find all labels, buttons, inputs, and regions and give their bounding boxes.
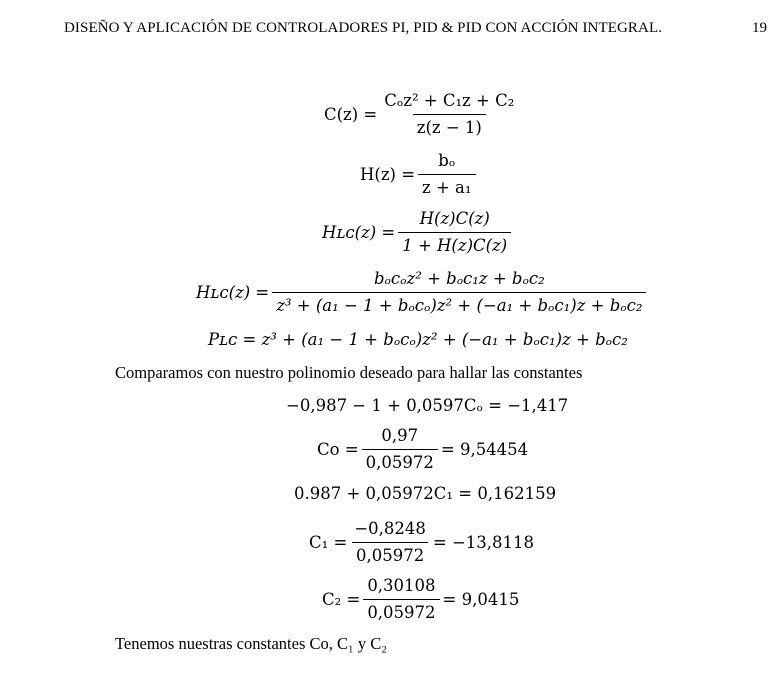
equation-co-lhs: Co =: [317, 440, 359, 459]
equation-hlc-expanded: [196, 268, 649, 317]
equation-c1-fraction: [350, 518, 430, 567]
equation-co-result: = 9,54454: [440, 440, 529, 459]
equation-hz-lhs: H(z) =: [360, 165, 416, 184]
equation-c1-numerator: −0,8248: [354, 519, 426, 538]
equation-hz: [360, 150, 479, 199]
equation-co-denominator: 0,05972: [362, 449, 438, 474]
page-number: 19: [752, 20, 767, 36]
equation-coefficient-match-2: 0.987 + 0,05972C₁ = 0,162159: [294, 484, 557, 503]
equation-c1-result: = −13,8118: [432, 533, 535, 552]
equation-hz-fraction: [418, 150, 475, 199]
equation-hz-denominator: z + a₁: [418, 174, 475, 199]
equation-hlc-expanded-fraction: [272, 268, 646, 317]
equation-hlc-expanded-lhs: Hʟᴄ(z) =: [196, 283, 270, 302]
equation-plc: Pʟᴄ = z³ + (a₁ − 1 + bₒcₒ)z² + (−a₁ + bₒc₁)z + bₒc₂: [208, 330, 628, 349]
equation-c1-lhs: C₁ =: [309, 533, 348, 552]
equation-hlc-expanded-denominator: z³ + (a₁ − 1 + bₒcₒ)z² + (−a₁ + bₒc₁)z + bₒc₂: [272, 292, 646, 317]
equation-coefficient-match-1: −0,987 − 1 + 0,0597Cₒ = −1,417: [286, 396, 569, 415]
equation-hlc-fraction: [398, 208, 511, 257]
equation-cz: [324, 90, 521, 139]
equation-c2-fraction: [363, 575, 439, 624]
equation-cz-denominator: z(z − 1): [413, 114, 486, 139]
equation-c1: [309, 518, 534, 567]
equation-hlc-numerator: H(z)C(z): [419, 209, 490, 228]
equation-cz-fraction: [380, 90, 518, 139]
equation-co-numerator: 0,97: [381, 426, 419, 445]
equation-hlc-expanded-numerator: bₒcₒz² + bₒc₁z + bₒc₂: [374, 269, 545, 288]
equation-c1-denominator: 0,05972: [352, 542, 428, 567]
equation-c2-numerator: 0,30108: [367, 576, 436, 595]
paragraph-final: Tenemos nuestras constantes Co, C₁ y C₂: [115, 634, 388, 653]
equation-hlc-closed-loop: [322, 208, 514, 257]
equation-c2-lhs: C₂ =: [322, 590, 361, 609]
equation-hlc-lhs: Hʟᴄ(z) =: [322, 223, 396, 242]
equation-co-fraction: [362, 425, 438, 474]
equation-co: [317, 425, 528, 474]
equation-cz-lhs: C(z) =: [324, 105, 378, 124]
running-header: DISEÑO Y APLICACIÓN DE CONTROLADORES PI, PID & PID CON ACCIÓN INTEGRAL.: [64, 20, 663, 36]
equation-c2: [322, 575, 519, 624]
equation-c2-denominator: 0,05972: [363, 599, 439, 624]
equation-hz-numerator: bₒ: [438, 151, 456, 170]
equation-cz-numerator: Cₒz² + C₁z + C₂: [384, 91, 515, 110]
paragraph-compare: Comparamos con nuestro polinomio deseado para hallar las constantes: [115, 363, 583, 382]
equation-c2-result: = 9,0415: [442, 590, 520, 609]
equation-hlc-denominator: 1 + H(z)C(z): [398, 232, 511, 257]
